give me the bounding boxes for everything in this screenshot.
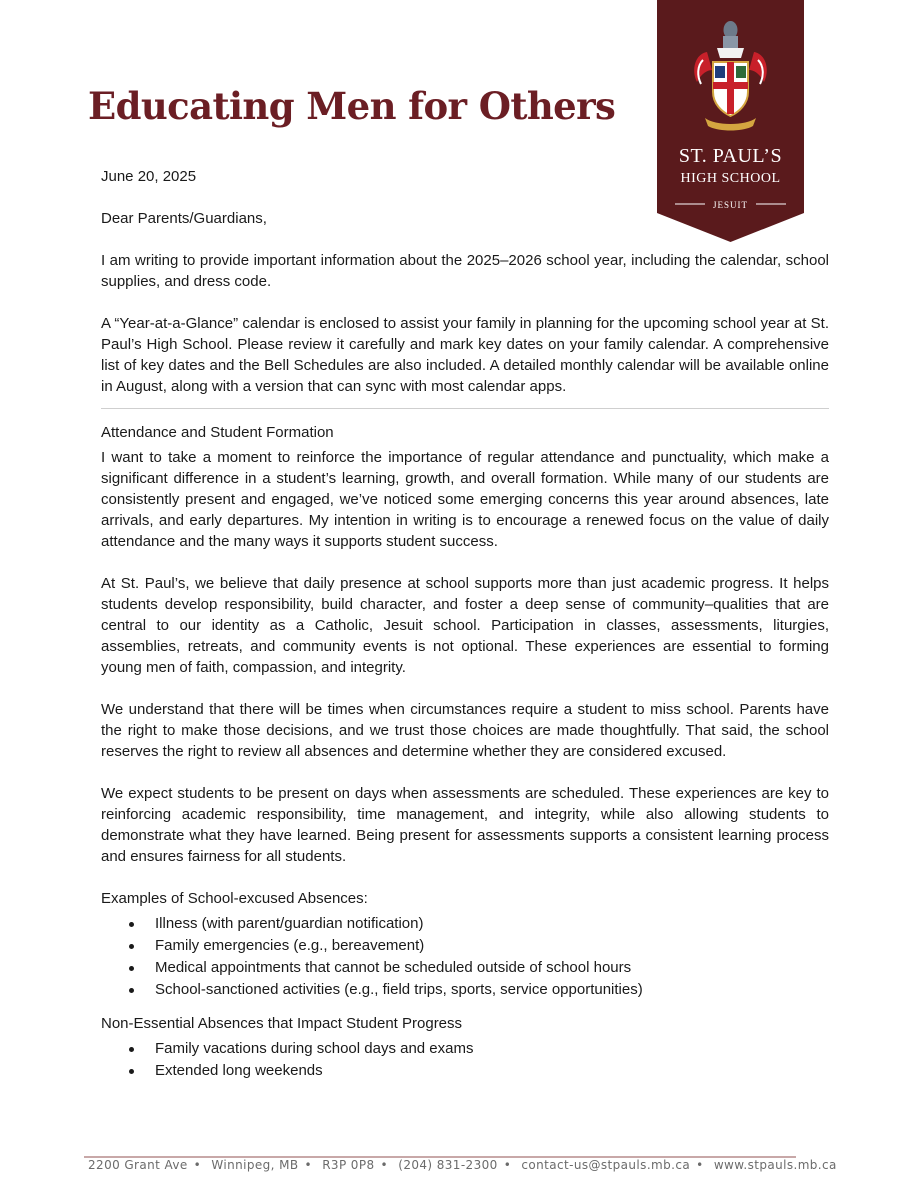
excused-absences-list [101,913,829,1001]
list-item: Illness (with parent/guardian notification) [101,913,829,935]
attendance-paragraph-2: At St. Paul’s, we believe that daily presence at school supports more than just academic progress. It helps students develop responsibility, build character, and foster a deep sense of community–qualities that are central to our identity as a Catholic, Jesuit school. Participation in classes, assessments, liturgies, assemblies, retreats, and community events is not optional. These experiences are essential to forming young men of faith, compassion, and integrity. [101,575,829,676]
attendance-heading: Attendance and Student Formation [101,424,334,441]
school-motto: Educating Men for Others [88,84,616,128]
list-item: Medical appointments that cannot be scheduled outside of school hours [101,957,829,979]
footer-contact: 2200 Grant Ave • Winnipeg, MB • R3P 0P8 • (204) 831-2300 • contact-us@stpauls.mb.ca • www.stpauls.mb.ca [88,1158,837,1172]
attendance-paragraph-3: We understand that there will be times when circumstances require a student to miss school. Parents have the right to make those decisions, and we trust those choices are made thoughtfully. That said, the school reserves the right to review all absences and determine whether they are considered excused. [101,701,829,760]
school-tag: JESUIT [713,200,748,210]
letter-salutation: Dear Parents/Guardians, [101,210,267,227]
school-name-line1: ST. PAUL’S [678,145,783,167]
bullet-icon [129,966,134,971]
footer-city: Winnipeg, MB [211,1158,299,1172]
letter-date: June 20, 2025 [101,168,197,185]
footer-address: 2200 Grant Ave [88,1158,188,1172]
section-divider [101,408,829,409]
footer-email-link[interactable]: contact-us@stpauls.mb.ca [521,1158,691,1172]
attendance-paragraph-1: I want to take a moment to reinforce the importance of regular attendance and punctuality, which make a significant difference in a student’s learning, growth, and overall formation. While many of our students are consistently present and engaged, we’ve noticed some emerging concerns this year around absences, late arrivals, and early departures. My intention in writing is to encourage a renewed focus on the value of daily attendance and the many ways it supports student success. [101,449,829,550]
footer-phone: (204) 831-2300 [398,1158,498,1172]
bullet-icon [129,944,134,949]
intro-paragraph: I am writing to provide important information about the 2025–2026 school year, including the calendar, school supplies, and dress code. [101,252,829,290]
bullet-icon [129,988,134,993]
bullet-icon [129,922,134,927]
list-item: School-sanctioned activities (e.g., field trips, sports, service opportunities) [101,979,829,1001]
footer-website-link[interactable]: www.stpauls.mb.ca [713,1158,837,1172]
letter-body [101,166,829,1082]
nonessential-absences-heading: Non-Essential Absences that Impact Student Progress [101,1015,463,1032]
school-name-line2: HIGH SCHOOL [680,171,781,186]
attendance-paragraph-4: We expect students to be present on days when assessments are scheduled. These experiences are key to reinforcing academic responsibility, time management, and integrity, while also allowing students to demonstrate what they have learned. Being present for assessments supports a consistent learning process and ensures fairness for all students. [101,785,829,865]
bullet-icon [129,1047,134,1052]
bullet-icon [129,1069,134,1074]
list-item: Extended long weekends [101,1060,829,1082]
calendar-paragraph: A “Year-at-a-Glance” calendar is enclosed to assist your family in planning for the upcoming school year at St. Paul’s High School. Please review it carefully and mark key dates on your family calendar. A comprehensive list of key dates and the Bell Schedules are also included. A detailed monthly calendar will be available online in August, along with a version that can sync with most calendar apps. [101,315,829,395]
footer-postal: R3P 0P8 [322,1158,375,1172]
list-item: Family emergencies (e.g., bereavement) [101,935,829,957]
list-item: Family vacations during school days and exams [101,1038,829,1060]
excused-absences-heading: Examples of School-excused Absences: [101,890,368,907]
nonessential-absences-list [101,1038,829,1082]
